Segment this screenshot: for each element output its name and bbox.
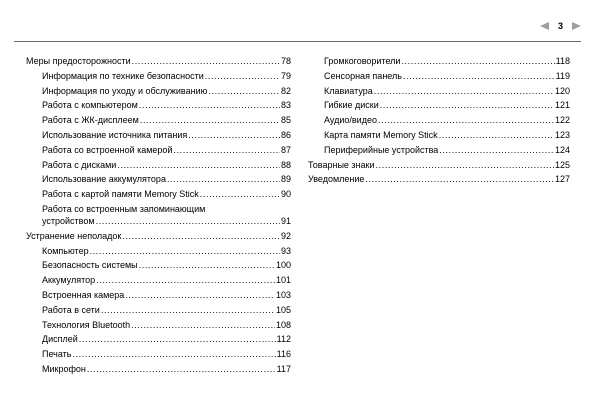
leader-dots — [96, 275, 275, 286]
toc-entry-networking[interactable]: Работа в сети ..... 105 — [26, 305, 291, 316]
leader-dots — [401, 56, 554, 67]
leader-dots — [87, 364, 276, 375]
toc-entry-memory-stick[interactable]: Карта памяти Memory Stick ..... 123 — [308, 130, 570, 141]
leader-dots — [140, 115, 280, 126]
leader-dots — [188, 130, 280, 141]
previous-page-icon[interactable] — [540, 22, 549, 30]
toc-entry-system-security[interactable]: Безопасность системы ..... 100 — [26, 260, 291, 271]
toc-entry-printing[interactable]: Печать ..... 116 — [26, 349, 291, 360]
leader-dots — [139, 260, 275, 271]
toc-entry-built-in-camera[interactable]: Работа со встроенной камерой ..... 87 — [26, 145, 291, 156]
toc-entry-battery-use[interactable]: Использование аккумулятора ..... 89 — [26, 174, 291, 185]
toc-entry-discs[interactable]: Работа с дисками ..... 88 — [26, 160, 291, 171]
next-page-icon[interactable] — [572, 22, 581, 30]
toc-entry-speakers[interactable]: Громкоговорители ..... 118 — [308, 56, 570, 67]
leader-dots — [131, 320, 275, 331]
toc-entry-keyboard[interactable]: Клавиатура ..... 120 — [308, 86, 570, 97]
toc-entry-touch-pad[interactable]: Сенсорная панель ..... 119 — [308, 71, 570, 82]
leader-dots — [208, 86, 280, 97]
toc-entry-power-source[interactable]: Использование источника питания ..... 86 — [26, 130, 291, 141]
leader-dots — [365, 174, 554, 185]
toc-entry-peripherals[interactable]: Периферийные устройства ..... 124 — [308, 145, 570, 156]
leader-dots — [72, 349, 275, 360]
toc-entry-troubleshooting[interactable]: Устранение неполадок ..... 92 — [26, 231, 291, 242]
toc-entry-computer[interactable]: Компьютер ..... 93 — [26, 246, 291, 257]
toc-entry-battery[interactable]: Аккумулятор ..... 101 — [26, 275, 291, 286]
toc-entry-safety-info[interactable]: Информация по технике безопасности ..... 79 — [26, 71, 291, 82]
toc-entry-memory-stick-handling[interactable]: Работа с картой памяти Memory Stick ..... 90 — [26, 189, 291, 200]
leader-dots — [439, 130, 554, 141]
toc-entry-bluetooth[interactable]: Технология Bluetooth ..... 108 — [26, 320, 291, 331]
toc-entry-care-info[interactable]: Информация по уходу и обслуживанию ..... 82 — [26, 86, 291, 97]
header-divider — [14, 41, 581, 42]
toc-entry-microphone[interactable]: Микрофон ..... 117 — [26, 364, 291, 375]
leader-dots — [403, 71, 555, 82]
toc-entry-safety[interactable]: Меры предосторожности ..... 78 — [26, 56, 291, 67]
toc-right-column — [308, 56, 570, 189]
toc-entry-lcd[interactable]: Работа с ЖК-дисплеем ..... 85 — [26, 115, 291, 126]
page-header — [0, 0, 595, 42]
leader-dots — [122, 231, 280, 242]
leader-dots — [167, 174, 280, 185]
leader-dots — [200, 189, 280, 200]
toc-entry-floppy-disks[interactable]: Гибкие диски ..... 121 — [308, 100, 570, 111]
leader-dots — [90, 246, 280, 257]
toc-entry-display[interactable]: Дисплей ..... 112 — [26, 334, 291, 345]
leader-dots — [205, 71, 280, 82]
leader-dots — [139, 100, 280, 111]
leader-dots — [79, 334, 276, 345]
leader-dots — [101, 305, 275, 316]
leader-dots — [125, 290, 275, 301]
leader-dots — [173, 145, 280, 156]
leader-dots — [376, 160, 554, 171]
leader-dots — [374, 86, 554, 97]
toc-left-column — [26, 56, 291, 379]
page-navigation — [540, 20, 581, 32]
toc-entry-built-in-storage[interactable]: Работа со встроенным запоминающим устройством ..... 91 — [26, 204, 291, 227]
toc-entry-camera[interactable]: Встроенная камера ..... 103 — [26, 290, 291, 301]
toc-entry-notice[interactable]: Уведомление ..... 127 — [308, 174, 570, 185]
leader-dots — [380, 100, 554, 111]
leader-dots — [378, 115, 554, 126]
leader-dots — [439, 145, 554, 156]
leader-dots — [96, 216, 280, 227]
toc-entry-computer-handling[interactable]: Работа с компьютером ..... 83 — [26, 100, 291, 111]
leader-dots — [117, 160, 280, 171]
toc-entry-audio-video[interactable]: Аудио/видео ..... 122 — [308, 115, 570, 126]
leader-dots — [132, 56, 280, 67]
page-number: 3 — [557, 21, 563, 31]
toc-entry-trademarks[interactable]: Товарные знаки ..... 125 — [308, 160, 570, 171]
